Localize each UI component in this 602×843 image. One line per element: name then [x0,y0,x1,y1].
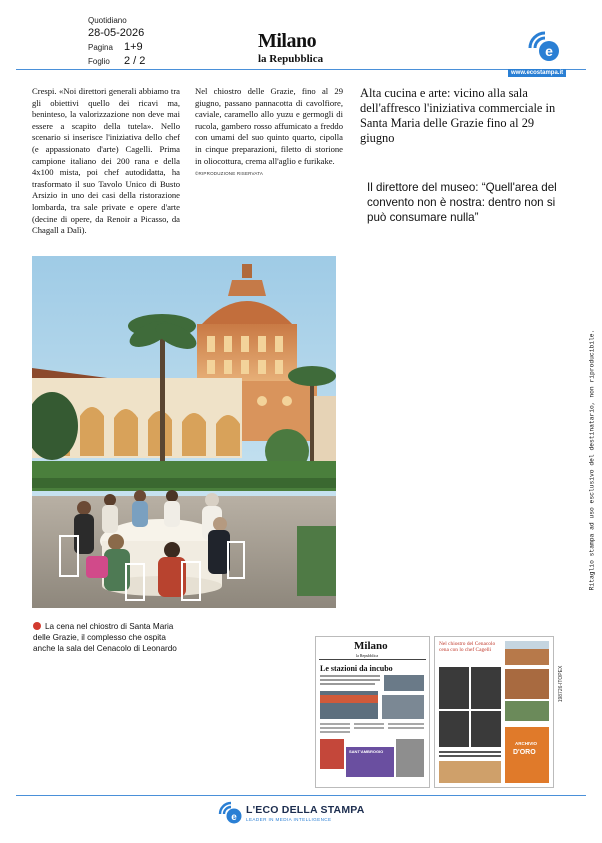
sheet-value: 2 / 2 [124,55,146,67]
copyright-note: ©RIPRODUZIONE RISERVATA [195,171,264,177]
source-label: Quotidiano [88,16,127,25]
masthead-city: Milano [258,30,317,52]
issue-date: 28-05-2026 [88,27,145,39]
clipping-code: 198726-ITOPEX [558,665,564,703]
front-page-thumbnail[interactable] [315,636,430,788]
footer-rule [16,795,586,796]
thumb-inner-headline: Nel chiostro del Cenacolo cena con lo chef Cagelli [439,641,496,654]
article-column-2-wrap [195,86,343,176]
thumb-ad-subtitle: D'ORO [513,749,536,756]
thumb-paper: la Repubblica [356,653,379,658]
page-value: 1+9 [124,41,143,53]
sheet-label: Foglio [88,57,110,66]
article-headline: Alta cucina e arte: vicino alla sala dell'affresco l'iniziativa commerciale in Santa Maria delle Grazie fino al 29 giugno [360,86,556,145]
thumb-masthead: Milano [354,640,388,652]
ecostampa-logo-icon [526,28,564,69]
page-label: Pagina [88,43,113,52]
article-photo [32,256,336,608]
pull-quote: Il direttore del museo: “Quell'area del convento non è nostra: dentro non si può consumare nulla” [367,181,557,224]
svg-text:e: e [231,812,237,823]
footer-tagline: LEADER IN MEDIA INTELLIGENCE [246,817,332,822]
footer-brand: L'ECO DELLA STAMPA [246,804,365,816]
photo-caption: La cena nel chiostro di Santa Maria delle Grazie, il complesso che ospita anche la sala del Cenacolo di Leonardo [33,622,177,653]
site-url: www.ecostampa.it [508,69,566,77]
header-rule [16,69,586,70]
article-column-1: Crespi. «Noi direttori generali abbiamo tra gli obiettivi quello dei ricavi ma, beninteso, la valorizzazione non deve mai essere a scapito della tutela». Nello scenario si inserisce l'iniziativa dello chef (e appassionato d'arte) Cagelli. Prima campione italiano dei 200 rana e della 4x100 mista, poi chef autodidatta, ha trasformato il suo Tavolo Unico di Busto Arsizio in uno dei casi della ristorazione lombarda, tra sale private e opere d'arte (decine di opere, da Renoir a Picasso, da Chagall a Dalì). [32,86,180,236]
svg-text:e: e [545,43,553,59]
thumb-ad-text: SANT'AMBROGIO [349,749,384,754]
reproduction-notice: Ritaglio stampa ad uso esclusivo del destinatario, non riproducibile. [588,329,596,591]
footer-logo-icon [218,799,244,830]
inner-page-thumbnail[interactable] [434,636,554,788]
thumb-ad-title: ARCHIVIO [515,741,538,746]
masthead-paper: la Repubblica [258,53,324,65]
article-column-2: Nel chiostro delle Grazie, fino al 29 giugno, passano pannacotta di cavolfiore, caviale, caramello allo yuzu e germogli di rucola, gambero rosso affumicato a freddo con umami del suo quinto quarto, cipolla in cinque preparazioni, filetto di storione in oliocottura, crema all'aglio e furikake. [195,86,343,166]
thumb-headline: Le stazioni da incubo [320,664,393,673]
